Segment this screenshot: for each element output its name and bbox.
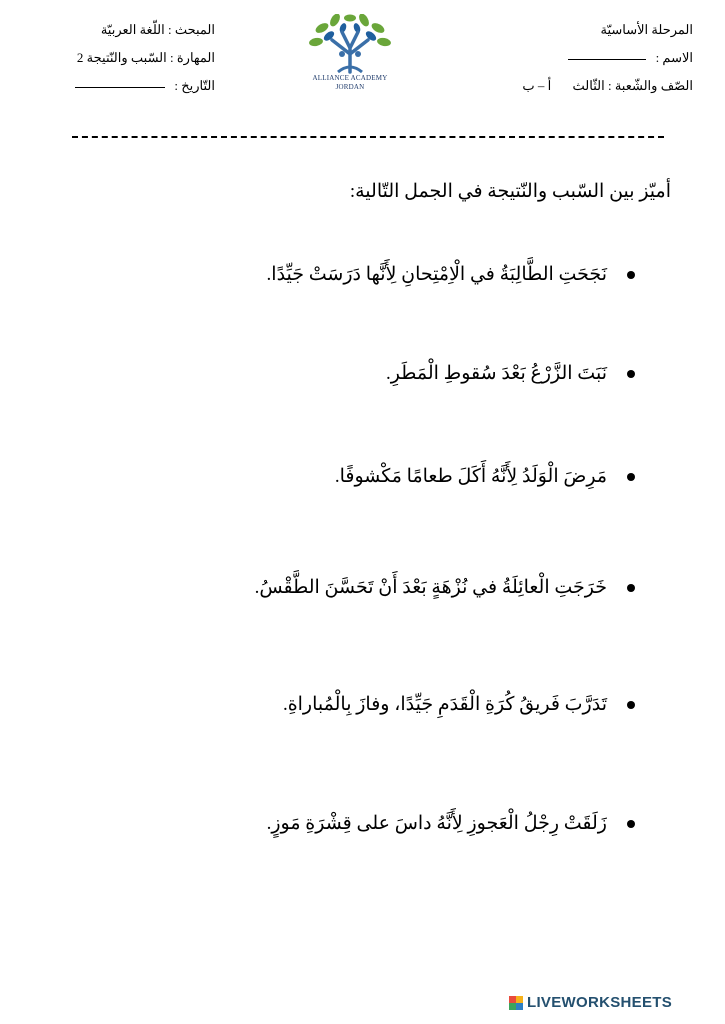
sentence-text: نَبَتَ الزَّرْعُ بَعْدَ سُقوطِ الْمَطَرِ. <box>386 363 607 384</box>
bullet-icon <box>627 701 635 709</box>
liveworksheets-brand[interactable] <box>509 994 672 1011</box>
header-divider <box>72 136 664 138</box>
school-logo <box>302 14 398 106</box>
sentence-item <box>335 465 635 488</box>
name-field <box>568 50 693 66</box>
class-value: أ – ب <box>522 78 552 93</box>
sentence-item <box>283 693 635 716</box>
logo-line-2: JORDAN <box>335 83 365 91</box>
sentence-text: خَرَجَتِ الْعائِلَةُ في نُزْهَةٍ بَعْدَ أَنْ تَحَسَّنَ الطَّقْسُ. <box>254 577 607 598</box>
sentence-item <box>255 576 635 599</box>
date-blank[interactable] <box>75 86 165 88</box>
bullet-icon <box>627 473 635 481</box>
sentence-text: تَدَرَّبَ فَريقُ كُرَةِ الْقَدَمِ جَيِّدًا، وفازَ بِالْمُباراةِ. <box>282 694 607 715</box>
bullet-icon <box>627 370 635 378</box>
liveworksheets-wordmark: LIVEWORKSHEETS <box>527 994 673 1011</box>
sentence-item <box>267 263 635 286</box>
liveworksheets-logo-icon <box>509 996 523 1010</box>
logo-text <box>298 74 402 92</box>
class-label: الصّف والشّعبة : الثّالث <box>572 78 693 93</box>
name-blank[interactable] <box>568 58 646 60</box>
class-field <box>522 78 693 94</box>
skill-label: المهارة : السّبب والنّتيجة 2 <box>76 50 215 65</box>
bullet-icon <box>627 820 635 828</box>
sentence-item <box>386 362 635 385</box>
instruction-text: أميّز بين السّبب والنّتيجة في الجمل التّالية: <box>349 181 671 202</box>
sentence-text: نَجَحَتِ الطَّالِبَةُ في الْاِمْتِحانِ لِأَنَّها دَرَسَتْ جَيِّدًا. <box>266 264 607 285</box>
sentence-text: زَلَقَتْ رِجْلُ الْعَجوزِ لِأَنَّهُ داسَ على قِشْرَةِ مَوزٍ. <box>266 813 607 834</box>
stage-label: المرحلة الأساسيّة <box>600 22 693 37</box>
logo-line-1: ALLIANCE ACADEMY <box>312 74 388 82</box>
date-field <box>75 78 215 94</box>
sentence-item <box>267 812 635 835</box>
name-label: الاسم : <box>655 50 693 65</box>
subject-label: المبحث : اللّغة العربيّة <box>100 22 215 37</box>
date-label: التّاريخ : <box>174 78 215 93</box>
bullet-icon <box>627 584 635 592</box>
tree-icon <box>302 14 398 76</box>
bullet-icon <box>627 271 635 279</box>
sentence-text: مَرِضَ الْوَلَدُ لِأَنَّهُ أَكَلَ طعامًا مَكْشوفًا. <box>334 466 607 487</box>
